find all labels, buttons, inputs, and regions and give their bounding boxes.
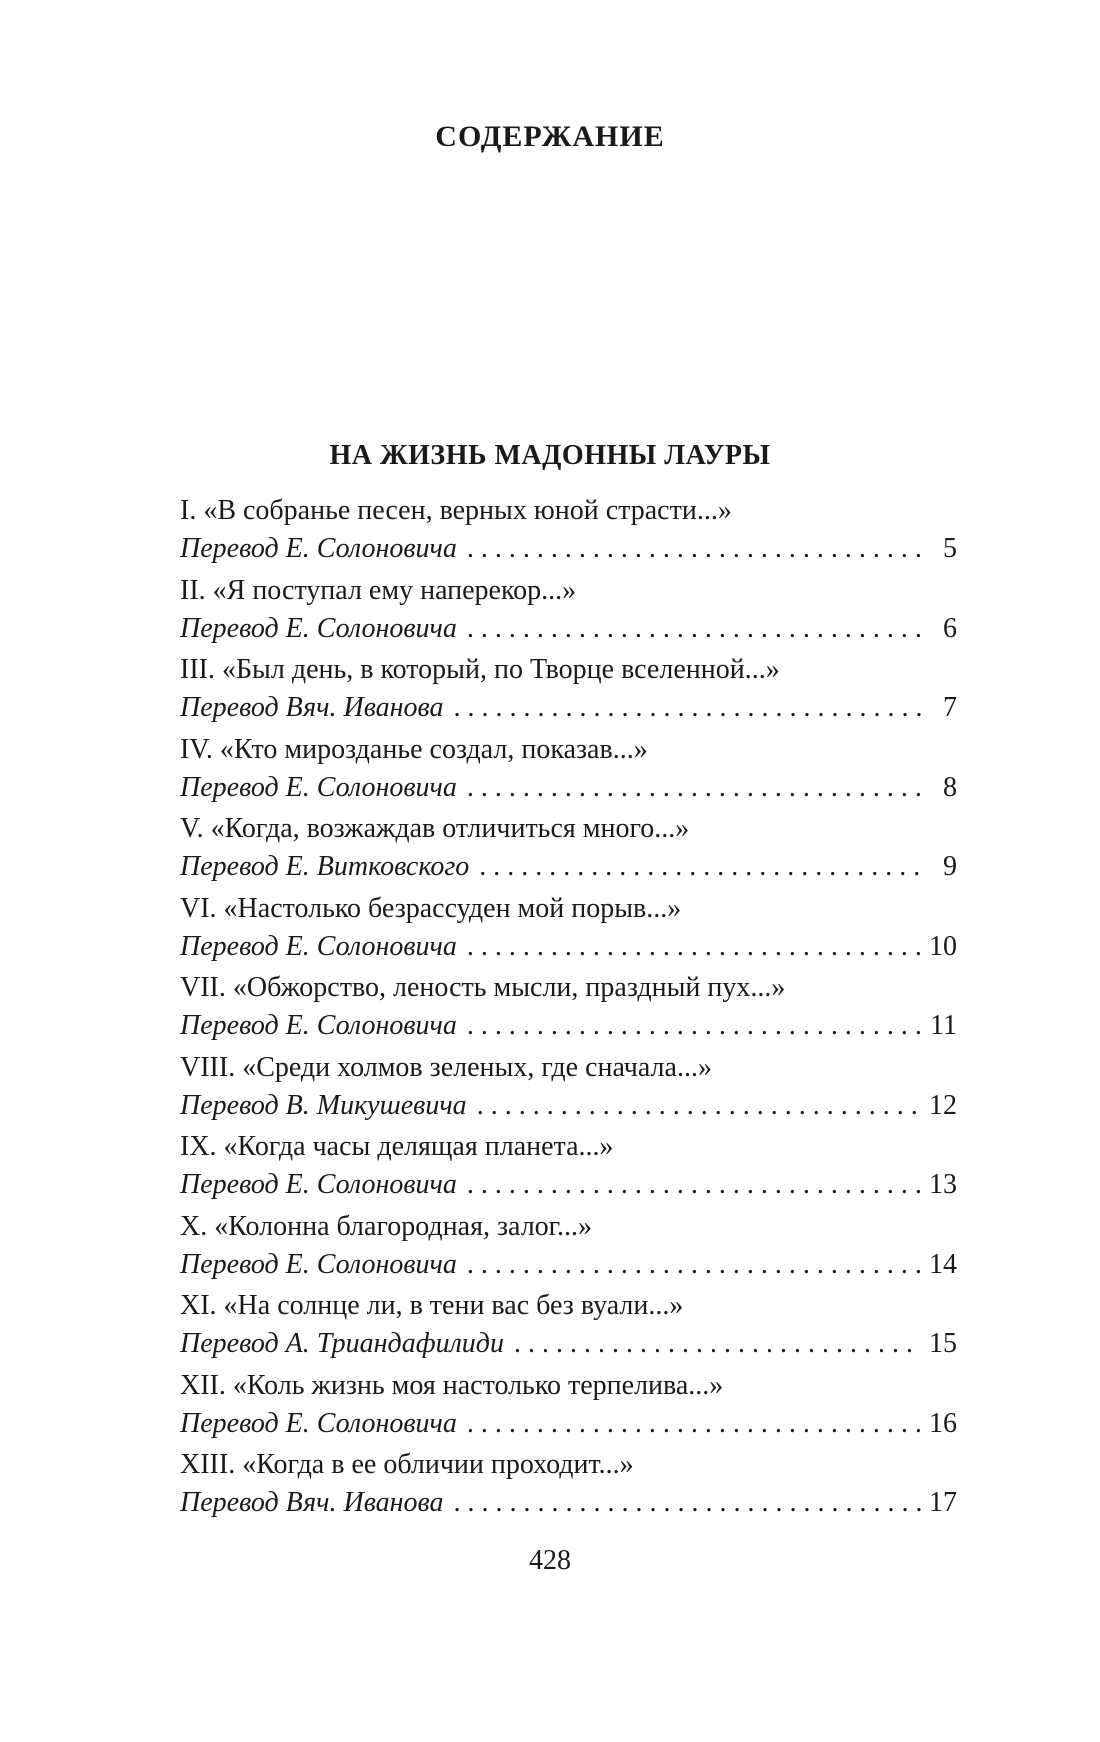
toc-entry	[180, 572, 957, 652]
toc-dot-leader	[477, 1087, 921, 1125]
toc-dot-leader	[467, 1007, 921, 1045]
toc-entry-page-number: 6	[943, 612, 957, 644]
toc-entry-title: V. «Когда, возжаждав отличиться много...»	[180, 813, 690, 844]
toc-entry-title: XII. «Коль жизнь моя настолько терпелива...»	[180, 1369, 724, 1401]
toc-entry	[180, 1049, 957, 1129]
toc-entry-line	[180, 848, 957, 886]
toc-entry-line	[180, 530, 957, 568]
toc-entry-translator: Перевод Вяч. Иванова	[180, 692, 444, 723]
toc-entry-line	[180, 689, 957, 727]
toc-dot-leader	[467, 610, 921, 648]
toc-entry-translator: Перевод Е. Солоновича	[180, 533, 457, 564]
toc-entry-translator: Перевод Е. Солоновича	[180, 771, 457, 803]
toc-entry-line	[180, 1246, 957, 1284]
toc-entry-translator: Перевод А. Триандафилиди	[180, 1328, 504, 1359]
toc-entry-title: X. «Колонна благородная, залог...»	[180, 1210, 593, 1242]
toc-entry	[180, 969, 957, 1049]
page-title: СОДЕРЖАНИЕ	[435, 120, 665, 153]
toc-entry	[180, 890, 957, 970]
toc-entry-page-number: 16	[929, 1407, 957, 1439]
toc-entry-title: VII. «Обжорство, леность мысли, праздный пух...»	[180, 972, 786, 1003]
toc-dot-leader	[467, 1405, 921, 1443]
toc-entry-line	[180, 928, 957, 966]
toc-entry-page-number: 7	[943, 692, 957, 723]
toc-entry-translator: Перевод Е. Витковского	[180, 851, 470, 882]
toc-entry-page-number: 9	[943, 851, 957, 882]
toc-dot-leader	[467, 1166, 921, 1204]
toc-entry	[180, 1287, 957, 1367]
toc-entry-line	[180, 1484, 957, 1522]
toc-dot-leader	[479, 848, 921, 886]
toc-entry-translator: Перевод Е. Солоновича	[180, 1248, 457, 1280]
toc-entry-title: XI. «На солнце ли, в тени вас без вуали...»	[180, 1290, 684, 1321]
toc-entry	[180, 1446, 957, 1526]
toc-entry-line	[180, 1087, 957, 1125]
toc-entry	[180, 1128, 957, 1208]
toc-entry	[180, 731, 957, 811]
toc-dot-leader	[467, 769, 921, 807]
toc-entry-page-number: 11	[930, 1010, 957, 1041]
toc-entry-line	[180, 1007, 957, 1045]
toc-entry-translator: Перевод Е. Солоновича	[180, 1407, 457, 1439]
table-of-contents	[180, 492, 957, 1526]
toc-entry-line	[180, 1325, 957, 1363]
toc-entry	[180, 651, 957, 731]
toc-entry-page-number: 17	[929, 1487, 957, 1518]
toc-entry-translator: Перевод Е. Солоновича	[180, 612, 457, 644]
toc-entry-translator: Перевод Вяч. Иванова	[180, 1487, 444, 1518]
toc-dot-leader	[454, 689, 921, 727]
toc-entry-page-number: 10	[929, 930, 957, 962]
toc-dot-leader	[467, 1246, 921, 1284]
toc-entry	[180, 1367, 957, 1447]
toc-entry	[180, 1208, 957, 1288]
toc-entry-title: VIII. «Среди холмов зеленых, где сначала...»	[180, 1051, 712, 1083]
toc-entry-line	[180, 1166, 957, 1204]
toc-entry-page-number: 12	[929, 1089, 957, 1121]
toc-entry-translator: Перевод Е. Солоновича	[180, 930, 457, 962]
toc-entry-title: VI. «Настолько безрассуден мой порыв...»	[180, 892, 682, 924]
toc-entry-title: IV. «Кто мирозданье создал, показав...»	[180, 733, 648, 765]
toc-entry-title: XIII. «Когда в ее обличии проходит...»	[180, 1449, 634, 1480]
toc-entry-line	[180, 769, 957, 807]
toc-entry-page-number: 13	[929, 1169, 957, 1200]
toc-dot-leader	[467, 928, 921, 966]
toc-entry-line	[180, 610, 957, 648]
toc-entry-page-number: 15	[929, 1328, 957, 1359]
toc-entry	[180, 810, 957, 890]
toc-entry-translator: Перевод В. Микушевича	[180, 1089, 467, 1121]
toc-entry-page-number: 5	[943, 533, 957, 564]
toc-entry-translator: Перевод Е. Солоновича	[180, 1010, 457, 1041]
toc-entry	[180, 492, 957, 572]
toc-entry-title: II. «Я поступал ему наперекор...»	[180, 574, 577, 606]
page-number: 428	[529, 1545, 571, 1576]
toc-entry-title: III. «Был день, в который, по Творце вселенной...»	[180, 654, 780, 685]
toc-dot-leader	[467, 530, 921, 568]
toc-entry-page-number: 8	[943, 771, 957, 803]
toc-entry-title: IX. «Когда часы делящая планета...»	[180, 1131, 614, 1162]
toc-dot-leader	[454, 1484, 921, 1522]
section-title: НА ЖИЗНЬ МАДОННЫ ЛАУРЫ	[329, 440, 771, 471]
toc-entry-translator: Перевод Е. Солоновича	[180, 1169, 457, 1200]
toc-entry-page-number: 14	[929, 1248, 957, 1280]
toc-entry-title: I. «В собранье песен, верных юной страсти...»	[180, 495, 732, 526]
toc-dot-leader	[514, 1325, 921, 1363]
toc-entry-line	[180, 1405, 957, 1443]
